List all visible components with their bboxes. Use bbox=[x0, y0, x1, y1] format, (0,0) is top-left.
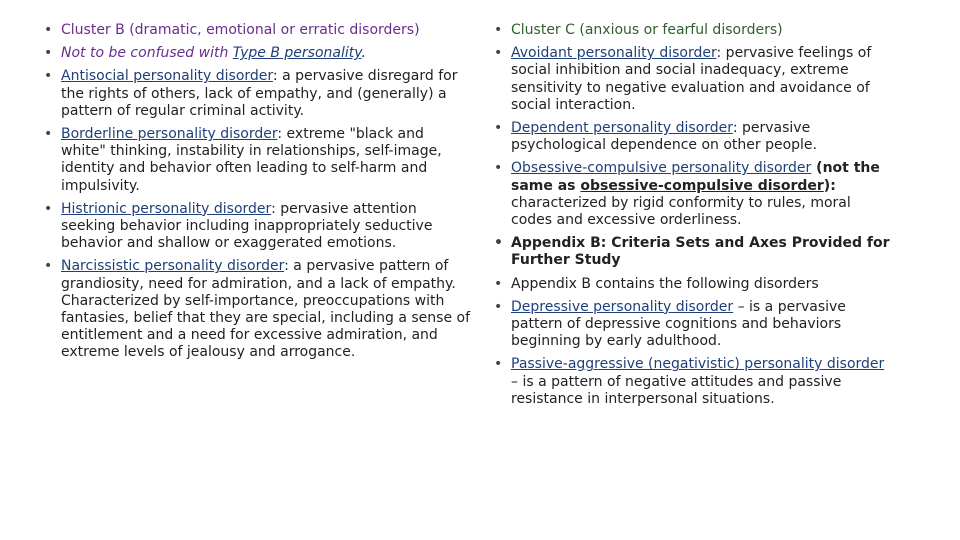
right-column bbox=[494, 22, 894, 414]
ocpd-link[interactable]: Obsessive-compulsive personality disorder bbox=[511, 160, 812, 177]
type-b-personality-link[interactable]: Type B personality bbox=[232, 45, 362, 62]
borderline-link[interactable]: Borderline personality disorder bbox=[61, 126, 278, 143]
antisocial-text: : a pervasive disregard for the rights of others, lack of empathy, and (generally) a pattern of regular criminal activity. bbox=[61, 68, 458, 119]
dependent-link[interactable]: Dependent personality disorder bbox=[511, 120, 733, 137]
list-item-dependent bbox=[494, 120, 894, 154]
narcissistic-text: : a pervasive pattern of grandiosity, need for admiration, and a lack of empathy. Characterized by self-importance, preoccupations with fantasies, belief that they are special, including a sense of entitlement and a need for excessive admiration, and extreme levels of jealousy and arrogance. bbox=[61, 258, 471, 361]
list-item-appendix-contains bbox=[494, 276, 894, 293]
depressive-text: – is a pervasive pattern of depressive cognitions and behaviors beginning by early adulthood. bbox=[511, 298, 846, 350]
borderline-text: : extreme "black and white" thinking, instability in relationships, self-image, identity and behavior often leading to self-harm and impulsivity. bbox=[61, 126, 442, 194]
appendix-b-heading: Appendix B: Criteria Sets and Axes Provided for Further Study bbox=[511, 235, 890, 269]
appendix-contains-text: Appendix B contains the following disorders bbox=[511, 275, 819, 292]
cluster-c-list bbox=[494, 22, 894, 408]
list-item-avoidant bbox=[494, 45, 894, 114]
list-item-passive-aggressive bbox=[494, 356, 894, 408]
depressive-link[interactable]: Depressive personality disorder bbox=[511, 298, 734, 315]
histrionic-link[interactable]: Histrionic personality disorder bbox=[61, 200, 272, 217]
not-confused-suffix: . bbox=[361, 45, 366, 62]
ocd-link[interactable]: obsessive-compulsive disorder bbox=[580, 177, 824, 194]
narcissistic-link[interactable]: Narcissistic personality disorder bbox=[61, 258, 285, 275]
dependent-text: : pervasive psychological dependence on other people. bbox=[511, 120, 817, 154]
not-confused-prefix: Not to be confused with bbox=[61, 45, 233, 62]
cluster-b-list bbox=[44, 22, 470, 362]
avoidant-text: : pervasive feelings of social inhibition and social inadequacy, extreme sensitivity to negative evaluation and avoidance of social interaction. bbox=[511, 45, 872, 113]
list-item-cluster-c bbox=[494, 22, 894, 39]
cluster-c-heading: Cluster C (anxious or fearful disorders) bbox=[511, 22, 783, 38]
passive-aggressive-link[interactable]: Passive-aggressive (negativistic) personality disorder bbox=[511, 356, 885, 373]
list-item-histrionic bbox=[44, 201, 470, 253]
list-item-ocpd bbox=[494, 160, 894, 229]
left-column bbox=[44, 22, 470, 368]
list-item-borderline bbox=[44, 126, 470, 195]
list-item-antisocial bbox=[44, 68, 470, 120]
list-item-narcissistic bbox=[44, 258, 470, 361]
ocpd-paren-open: (not the same as bbox=[511, 160, 880, 194]
antisocial-link[interactable]: Antisocial personality disorder bbox=[61, 68, 273, 85]
list-item-cluster-b bbox=[44, 22, 470, 39]
list-item-not-confused bbox=[44, 45, 470, 62]
histrionic-text: : pervasive attention seeking behavior including inappropriately seductive behavior and shallow or exaggerated emotions. bbox=[61, 200, 433, 252]
list-item-appendix-b bbox=[494, 235, 894, 269]
cluster-b-heading: Cluster B (dramatic, emotional or erratic disorders) bbox=[61, 22, 420, 38]
ocpd-paren-close: ): bbox=[823, 177, 836, 194]
list-item-depressive bbox=[494, 299, 894, 351]
ocpd-text: characterized by rigid conformity to rules, moral codes and excessive orderliness. bbox=[511, 194, 851, 229]
avoidant-link[interactable]: Avoidant personality disorder bbox=[511, 45, 717, 62]
passive-aggressive-text: – is a pattern of negative attitudes and passive resistance in interpersonal situations. bbox=[511, 373, 842, 407]
